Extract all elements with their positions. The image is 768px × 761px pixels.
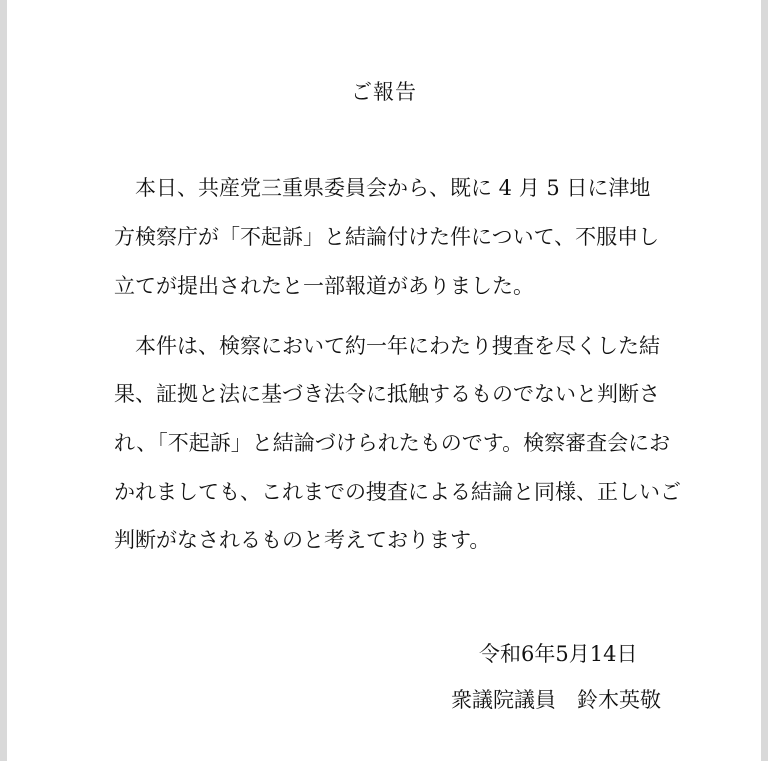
document-page bbox=[7, 0, 761, 761]
paragraph-2-line-2: 果、証拠と法に基づき法令に抵触するものでないと判断さ bbox=[114, 382, 660, 406]
paragraph-1-line-2: 方検察庁が「不起訴」と結論付けた件について、不服申し bbox=[114, 225, 660, 249]
paragraph-1-line-3: 立てが提出されたと一部報道がありました。 bbox=[114, 274, 534, 298]
document-date: 令和6年5月14日 bbox=[479, 642, 638, 666]
paragraph-2-line-1: 本件は、検察において約一年にわたり捜査を尽くした結 bbox=[135, 334, 660, 358]
signature: 衆議院議員 鈴木英敬 bbox=[451, 688, 661, 712]
paragraph-2-line-3: れ、「不起訴」と結論づけられたものです。検察審査会にお bbox=[114, 431, 671, 455]
paragraph-2-line-4: かれましても、これまでの捜査による結論と同様、正しいご bbox=[114, 480, 681, 504]
document-title: ご報告 bbox=[351, 80, 417, 104]
paragraph-1-line-1: 本日、共産党三重県委員会から、既に 4 月 5 日に津地 bbox=[135, 176, 651, 200]
paragraph-2-line-5: 判断がなされるものと考えております。 bbox=[114, 528, 491, 552]
